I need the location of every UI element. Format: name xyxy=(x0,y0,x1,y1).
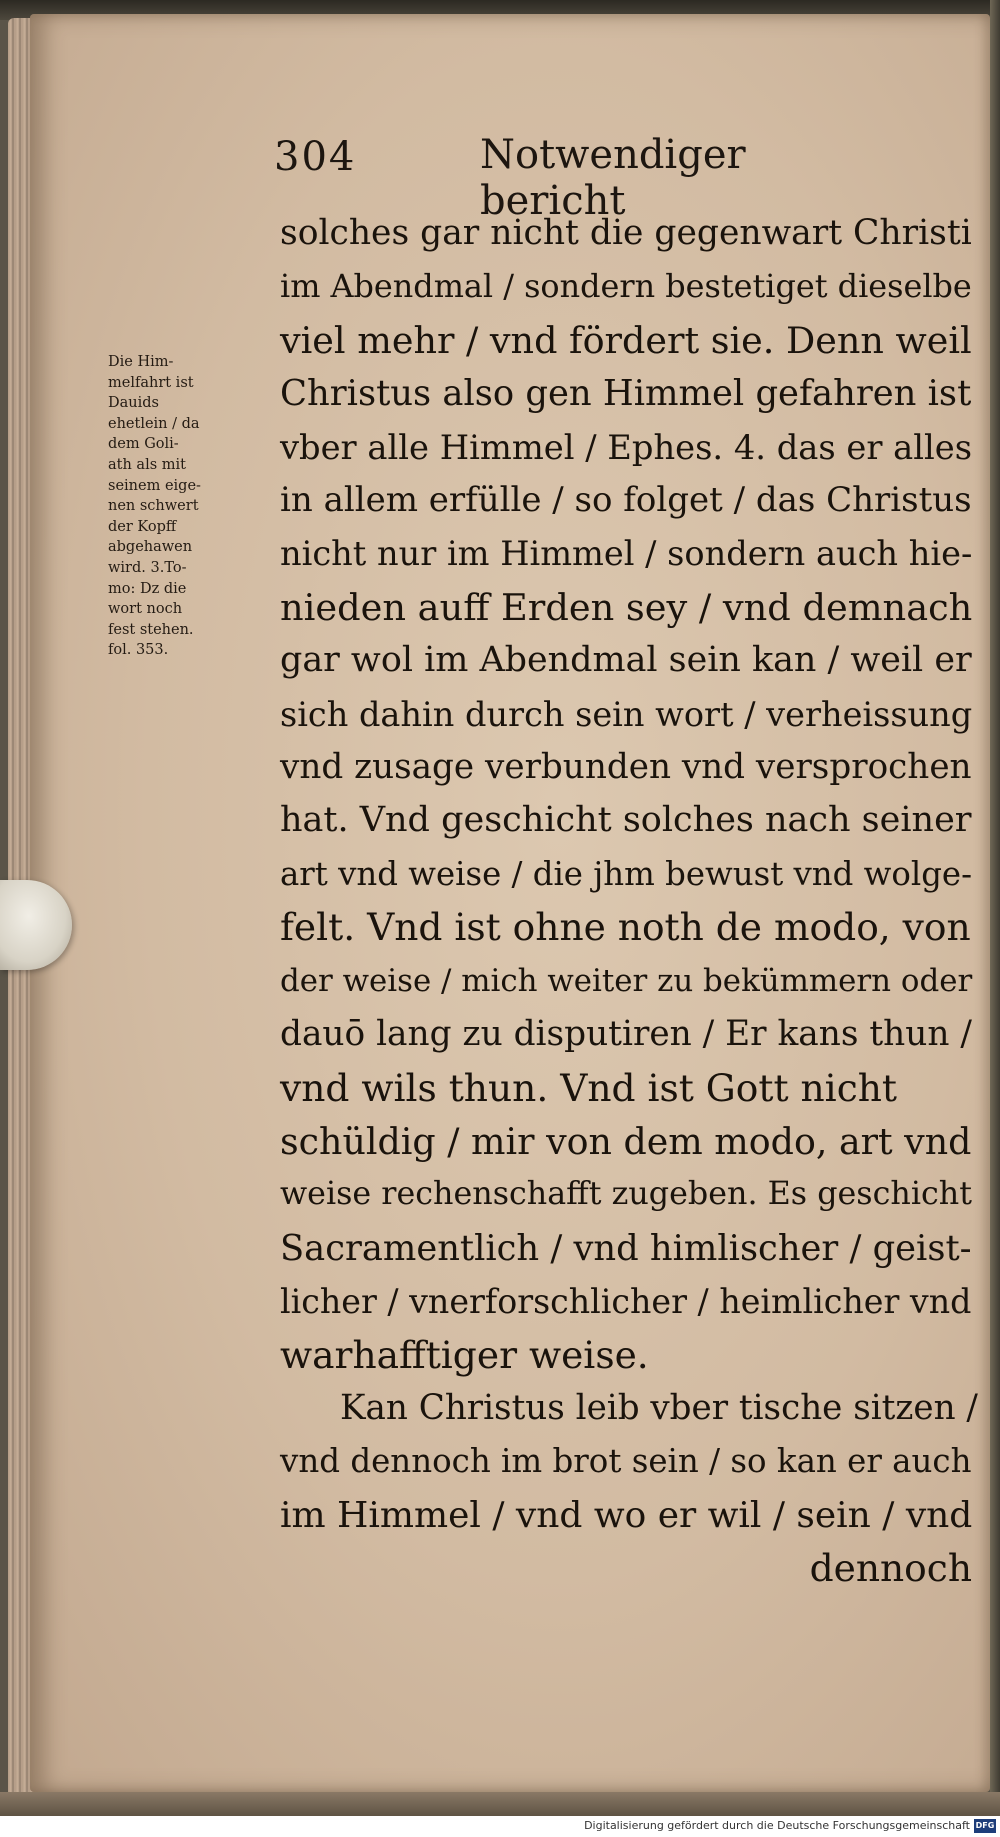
catchword: dennoch xyxy=(809,1546,972,1591)
text-line: licher / vnerforschlicher / heimlicher vnd xyxy=(280,1282,972,1322)
funding-credit: Digitalisierung gefördert durch die Deutsche Forschungsgemeinschaft xyxy=(584,1819,970,1832)
margin-note-line: wird. 3.To- xyxy=(108,559,187,576)
margin-note-line: dem Goli- xyxy=(108,436,179,453)
running-title: Notwendiger bericht xyxy=(480,132,746,224)
text-line: schüldig / mir von dem modo, art vnd xyxy=(280,1119,972,1163)
margin-note-line: Dauids xyxy=(108,395,159,412)
margin-note-line: wort noch xyxy=(108,601,183,618)
text-line: vnd dennoch im brot sein / so kan er auch xyxy=(280,1442,972,1481)
text-line: in allem erfülle / so folget / das Christus xyxy=(280,480,972,521)
text-line: dauō lang zu disputiren / Er kans thun / xyxy=(280,1014,972,1055)
text-line: solches gar nicht die gegenwart Christi xyxy=(280,213,972,253)
text-line: vber alle Himmel / Ephes. 4. das er alles xyxy=(280,427,973,467)
paragraph-start-line: Kan Christus leib vber tische sitzen / xyxy=(340,1387,978,1428)
text-line: felt. Vnd ist ohne noth de modo, von xyxy=(280,905,971,950)
margin-note-line: fol. 353. xyxy=(108,642,169,659)
text-line: weise rechenschafft zugeben. Es geschicht xyxy=(280,1176,972,1213)
text-line: art vnd weise / die jhm bewust vnd wolge- xyxy=(280,854,973,893)
dfg-logo: DFG xyxy=(974,1819,996,1833)
margin-note-line: Die Him- xyxy=(108,354,174,370)
text-line: Sacramentlich / vnd himlischer / geist- xyxy=(280,1227,972,1269)
scan-right-edge xyxy=(990,0,1000,1837)
body-text xyxy=(280,207,980,1596)
margin-note-line: melfahrt ist xyxy=(108,374,194,391)
text-line: viel mehr / vnd fördert sie. Denn weil xyxy=(280,318,972,362)
margin-note-line: der Kopff xyxy=(108,518,177,535)
text-line: warhafftiger weise. xyxy=(280,1332,649,1377)
page-number: 304 xyxy=(274,134,357,180)
text-line: im Himmel / vnd wo er wil / sein / vnd xyxy=(280,1494,973,1536)
text-line: gar wol im Abendmal sein kan / weil er xyxy=(280,640,972,681)
text-line: im Abendmal / sondern bestetiget dieselbe xyxy=(280,267,972,306)
text-line: hat. Vnd geschicht solches nach seiner xyxy=(280,800,972,841)
text-line: vnd zusage verbunden vnd versprochen xyxy=(280,747,972,788)
margin-note xyxy=(108,352,278,661)
text-line: nieden auff Erden sey / vnd demnach xyxy=(280,585,973,629)
text-line: der weise / mich weiter zu bekümmern oder xyxy=(280,962,973,999)
text-line: nicht nur im Himmel / sondern auch hie- xyxy=(280,534,973,574)
margin-note-line: abgehawen xyxy=(108,539,193,556)
margin-note-line: mo: Dz die xyxy=(108,580,187,597)
page-header xyxy=(270,128,830,224)
text-line: vnd wils thun. Vnd ist Gott nicht xyxy=(280,1065,897,1110)
scan-bottom-edge xyxy=(0,1792,1000,1816)
margin-note-line: ath als mit xyxy=(108,456,186,473)
footer-bar xyxy=(0,1816,1000,1837)
text-line: Christus also gen Himmel gefahren ist xyxy=(280,373,972,415)
margin-note-line: fest stehen. xyxy=(108,621,194,638)
margin-note-line: nen schwert xyxy=(108,498,199,515)
text-line: sich dahin durch sein wort / verheissung xyxy=(280,694,973,734)
margin-note-line: ehetlein / da xyxy=(108,415,200,432)
margin-note-line: seinem eige- xyxy=(108,477,201,494)
